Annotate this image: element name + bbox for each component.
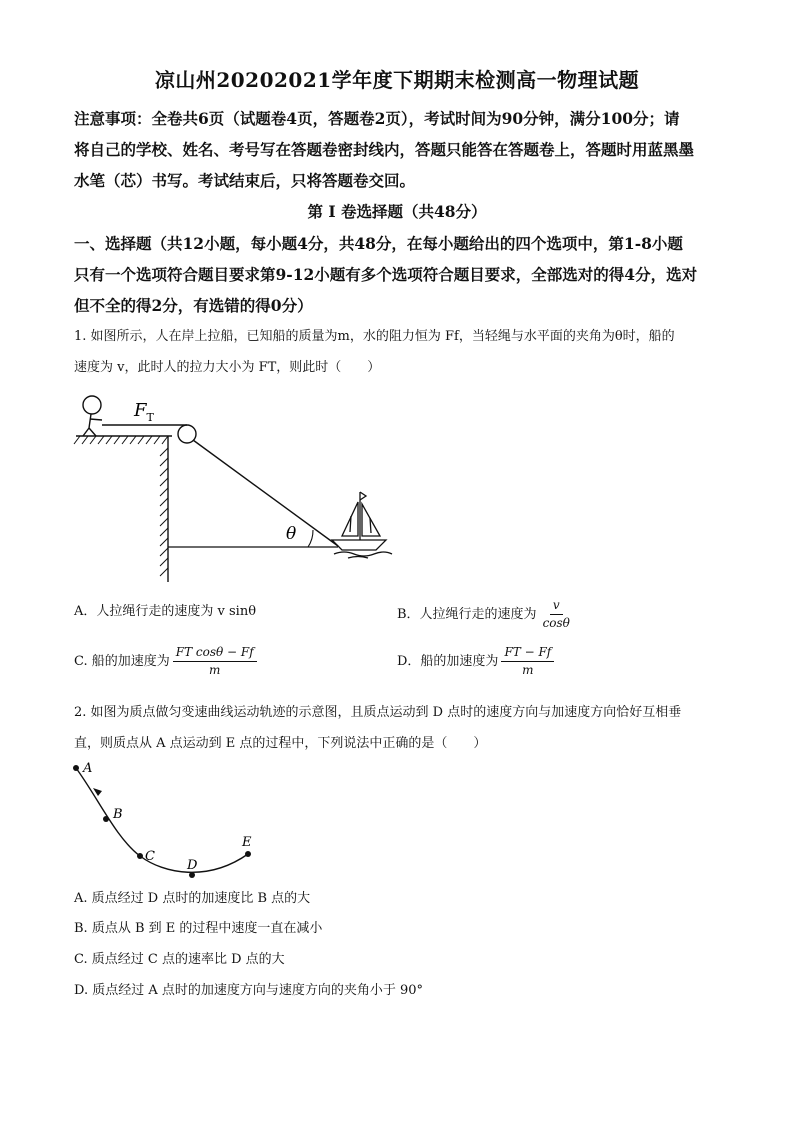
person-body — [89, 414, 91, 428]
label-e: E — [242, 835, 252, 850]
q1-option-a: A．人拉绳行走的速度为 v sinθ — [74, 604, 257, 619]
page-title: 凉山州20202021学年度下期期末检测高一物理试题 — [154, 68, 640, 92]
person-leg — [89, 428, 96, 436]
instruction-line: 一、选择题（共12小题，每小题4分，共48分，在每小题给出的四个选项中，第1-8小题 — [74, 234, 683, 253]
section-instructions — [74, 228, 726, 321]
rope-diagonal — [193, 440, 338, 546]
point-b — [103, 816, 109, 822]
exam-notice — [74, 103, 724, 196]
q2-option-c: C. 质点经过 C 点的速率比 D 点的大 — [74, 952, 285, 967]
person-arm — [90, 419, 102, 420]
point-e — [245, 851, 251, 857]
label-a: A — [83, 761, 93, 776]
question-line: 2. 如图为质点做匀变速曲线运动轨迹的示意图，且质点运动到 D 点时的速度方向与加速度方向恰好互相垂 — [74, 705, 682, 720]
point-c — [137, 853, 143, 859]
sailboat — [332, 492, 392, 558]
q2-option-a: A. 质点经过 D 点时的加速度比 B 点的大 — [74, 891, 311, 906]
section-heading: 第 I 卷选择题（共48分） — [307, 202, 487, 221]
question-line: 速度为 v，此时人的拉力大小为 FT，则此时（ ） — [74, 360, 381, 375]
trajectory-curve — [76, 768, 248, 872]
force-label: $F_T$ — [134, 400, 154, 424]
angle-label: θ — [286, 524, 297, 544]
point-a — [73, 765, 79, 771]
q2-option-d: D. 质点经过 A 点时的加速度方向与速度方向的夹角小于 90° — [74, 983, 424, 998]
ground-hatching — [74, 436, 168, 444]
person-leg — [83, 428, 89, 436]
q1-option-d: D．船的加速度为 $\frac{FT - Ff}{m}$ — [397, 645, 554, 678]
wall-hatching — [160, 448, 168, 576]
q1-option-c: C. 船的加速度为 $\frac{\text{FT cosθ − Ff}}{m}$ — [74, 645, 257, 678]
question-2-stem — [74, 697, 724, 759]
instruction-line: 只有一个选项符合题目要求第9-12小题有多个选项符合题目要求，全部选对的得4分，选对 — [74, 265, 698, 284]
boat-pulling-figure — [72, 390, 432, 590]
notice-line: 注意事项：全卷共6页（试题卷4页，答题卷2页），考试时间为90分钟，满分100分；请 — [74, 109, 680, 128]
label-d: D — [187, 858, 198, 873]
instruction-line: 但不全的得2分，有选错的得0分） — [74, 296, 313, 315]
q2-option-b: B. 质点从 B 到 E 的过程中速度一直在减小 — [74, 921, 323, 936]
notice-line: 水笔（芯）书写。考试结束后，只将答题卷交回。 — [74, 171, 416, 190]
label-c: C — [145, 849, 155, 864]
notice-line: 将自己的学校、姓名、考号写在答题卷密封线内，答题只能答在答题卷上，答题时用蓝黑墨 — [74, 140, 695, 159]
label-b: B — [113, 807, 123, 822]
q1-option-b: B．人拉绳行走的速度为 $\frac{v}{\cos\theta}$ — [397, 598, 570, 630]
question-line: 直，则质点从 A 点运动到 E 点的过程中，下列说法中正确的是（ ） — [74, 736, 487, 751]
question-1-stem — [74, 321, 724, 383]
angle-arc — [308, 530, 313, 547]
question-line: 1. 如图所示，人在岸上拉船，已知船的质量为m，水的阻力恒为 Ff，当轻绳与水平面的夹角为θ时，船的 — [74, 329, 675, 344]
person-head — [83, 396, 101, 414]
trajectory-figure — [68, 758, 268, 888]
